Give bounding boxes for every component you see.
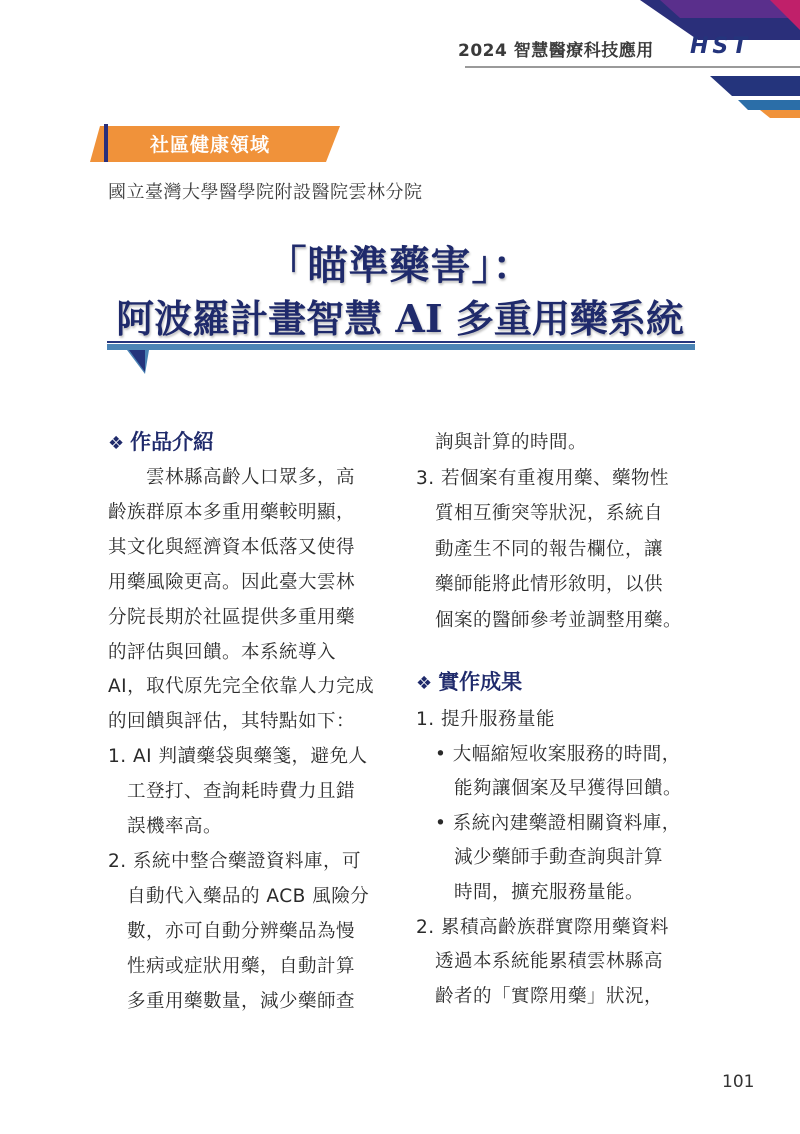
text-line: 的回饋與評估，其特點如下： bbox=[108, 711, 356, 733]
title-line-1: 「瞄準藥害」： bbox=[266, 242, 534, 289]
text-line: 雲林縣高齡人口眾多，高 bbox=[108, 467, 356, 488]
text-line: 性病或症狀用藥，自動計算 bbox=[108, 955, 356, 977]
text-line: 用藥風險更高。因此臺大雲林 bbox=[108, 571, 356, 593]
header-title: 2024 智慧醫療科技應用 bbox=[458, 41, 654, 61]
text-line: 1. 提升服務量能 bbox=[416, 709, 556, 730]
text-line: 時間，擴充服務量能。 bbox=[416, 882, 645, 903]
section-heading-intro bbox=[108, 426, 308, 456]
text-line: 2. 系統中整合藥證資料庫，可 bbox=[108, 850, 362, 872]
section-heading-results bbox=[416, 666, 616, 696]
header-decoration bbox=[620, 0, 800, 130]
diamond-bullet-icon: ❖ bbox=[416, 673, 433, 694]
text-line: 能夠讓個案及早獲得回饋。 bbox=[416, 778, 683, 800]
category-label: 社區健康領域 bbox=[150, 134, 271, 156]
section-heading-intro-text: 作品介紹 bbox=[130, 430, 215, 454]
text-line: AI，取代原先完全依靠人力完成 bbox=[108, 676, 375, 698]
text-line: 質相互衝突等狀況，系統自 bbox=[416, 503, 664, 525]
text-line: 個案的醫師參考並調整用藥。 bbox=[416, 610, 683, 631]
text-line: 自動代入藥品的 ACB 風險分 bbox=[108, 885, 370, 907]
text-line: 動產生不同的報告欄位，讓 bbox=[416, 538, 664, 560]
text-line: 3. 若個案有重複用藥、藥物性 bbox=[416, 467, 670, 489]
section-heading-results-text: 實作成果 bbox=[438, 670, 523, 694]
text-line: 多重用藥數量，減少藥師查 bbox=[108, 990, 356, 1012]
hst-logo: HST bbox=[690, 34, 752, 59]
header-rule bbox=[465, 66, 800, 68]
text-line: 齡者的「實際用藥」狀況， bbox=[416, 985, 664, 1007]
text-line: 2. 累積高齡族群實際用藥資料 bbox=[416, 916, 670, 938]
text-line: • 大幅縮短收案服務的時間， bbox=[416, 743, 681, 765]
text-line: 分院長期於社區提供多重用藥 bbox=[108, 606, 356, 628]
page-number: 101 bbox=[722, 1072, 755, 1092]
text-line: 工登打、查詢耗時費力且錯 bbox=[108, 781, 356, 803]
title-line-2: 阿波羅計畫智慧 AI 多重用藥系統 bbox=[116, 296, 684, 341]
text-line: 的評估與回饋。本系統導入 bbox=[108, 641, 337, 663]
text-line: • 系統內建藥證相關資料庫， bbox=[416, 812, 681, 834]
text-line: 誤機率高。 bbox=[108, 816, 223, 837]
text-line: 齡族群原本多重用藥較明顯， bbox=[108, 501, 356, 523]
text-line: 藥師能將此情形敘明，以供 bbox=[416, 574, 664, 596]
text-line: 1. AI 判讀藥袋與藥箋，避免人 bbox=[108, 746, 368, 768]
organization-name: 國立臺灣大學醫學院附設醫院雲林分院 bbox=[108, 182, 423, 203]
diamond-bullet-icon: ❖ bbox=[108, 433, 125, 454]
text-line: 透過本系統能累積雲林縣高 bbox=[416, 951, 664, 973]
text-line: 數，亦可自動分辨藥品為慢 bbox=[108, 920, 356, 942]
text-line: 其文化與經濟資本低落又使得 bbox=[108, 536, 356, 558]
text-line: 減少藥師手動查詢與計算 bbox=[416, 847, 664, 869]
text-line: 詢與計算的時間。 bbox=[416, 432, 588, 453]
title-underline-bubble bbox=[105, 338, 697, 378]
